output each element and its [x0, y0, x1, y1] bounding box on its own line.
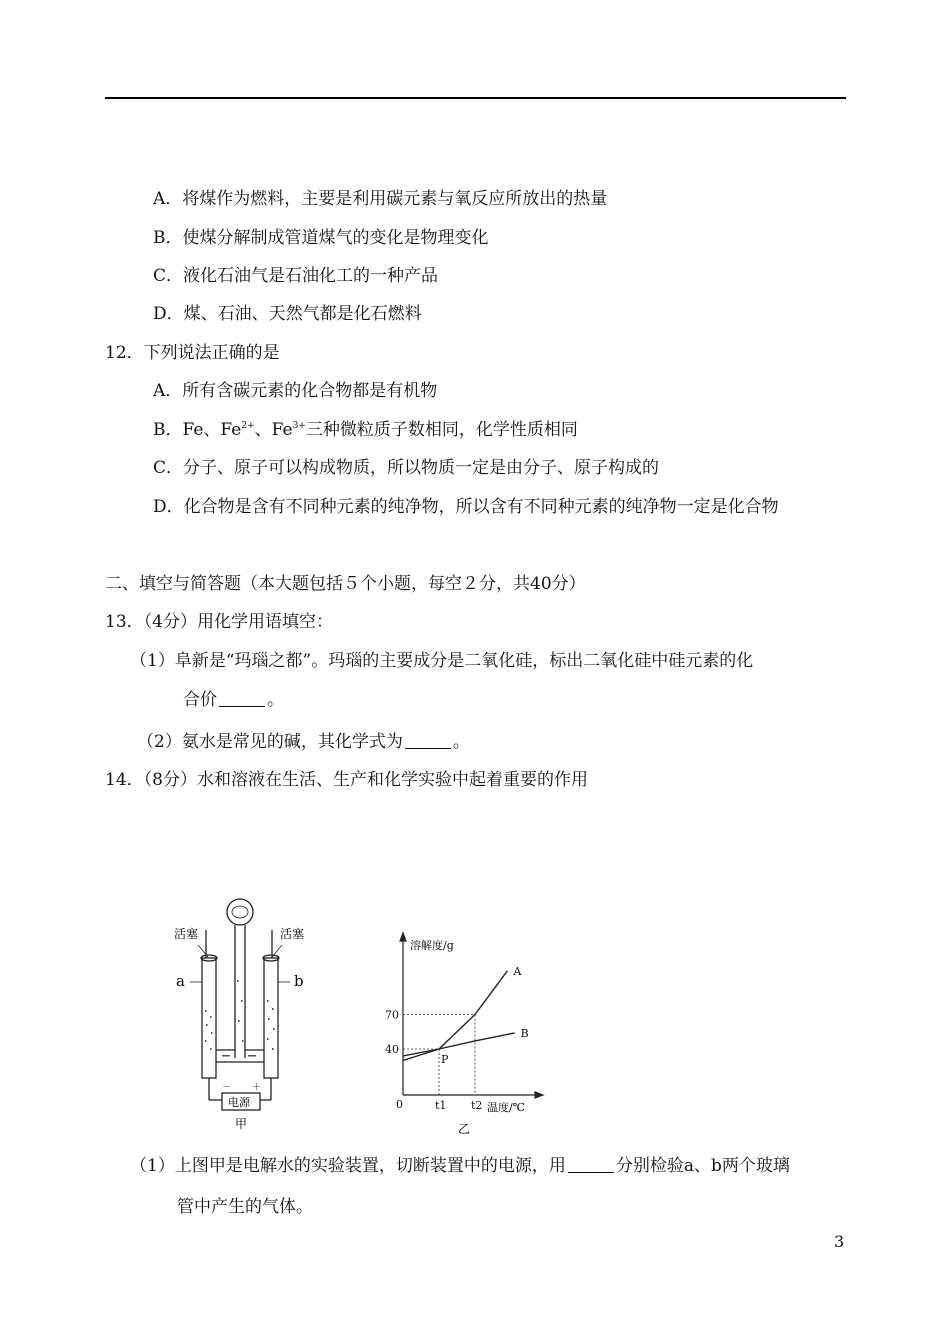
q14-part1-prefix: （1）上图甲是电解水的实验装置，切断装置中的电源，用 [130, 1156, 566, 1176]
answer-blank[interactable] [405, 732, 451, 749]
q12-option-a: A．所有含碳元素的化合物都是有机物 [153, 381, 438, 401]
positive-terminal: ＋ [252, 1083, 262, 1093]
q13-part1-prefix: 合价 [183, 690, 217, 710]
series-line-B [403, 1033, 515, 1056]
q13-part2 [137, 731, 470, 753]
page-number: 3 [834, 1232, 845, 1251]
q13-part2-suffix: 。 [452, 732, 470, 752]
header-rule [105, 97, 846, 99]
q13-stem: 13．（4分）用化学用语填空： [105, 612, 333, 632]
figure-yi-caption: 乙 [458, 1122, 471, 1135]
electrolysis-apparatus-diagram [160, 890, 320, 1135]
x-tick-t1: t1 [435, 1099, 447, 1112]
fe3-charge: 3+ [292, 421, 306, 431]
tube-label-a: a [176, 972, 185, 990]
valve-label-left: 活塞 [174, 927, 199, 941]
q13-part1-line1: （1）阜新是“玛瑙之都”。玛瑙的主要成分是二氧化硅，标出二氧化硅中硅元素的化 [130, 651, 754, 671]
q12-b-mid: 、Fe [254, 420, 293, 440]
solubility-chart [380, 925, 555, 1135]
q14-stem: 14．（8分）水和溶液在生活、生产和化学实验中起着重要的作用 [105, 770, 588, 790]
y-tick-70: 70 [385, 1008, 399, 1022]
valve-label-right: 活塞 [280, 927, 305, 941]
q12-option-d: D．化合物是含有不同种元素的纯净物，所以含有不同种元素的纯净物一定是化合物 [153, 497, 779, 517]
q14-part1-line1 [130, 1155, 790, 1177]
series-line-A [403, 971, 507, 1061]
tube-label-b: b [294, 972, 304, 990]
series-label-B: B [520, 1026, 529, 1040]
q13-part1-line2 [183, 689, 284, 711]
q11-option-d: D．煤、石油、天然气都是化石燃料 [153, 304, 422, 324]
y-axis-label: 溶解度/g [410, 939, 454, 952]
answer-blank[interactable] [219, 690, 265, 707]
q11-option-c: C．液化石油气是石油化工的一种产品 [153, 266, 439, 286]
intersection-label: P [441, 1053, 449, 1066]
origin-label: 0 [396, 1098, 403, 1111]
q14-part1-suffix: 分别检验a、b两个玻璃 [615, 1156, 790, 1176]
power-source-label: 电源 [228, 1096, 250, 1109]
q11-option-a: A．将煤作为燃料，主要是利用碳元素与氧反应所放出的热量 [153, 189, 608, 209]
x-axis-label: 温度/℃ [487, 1101, 526, 1114]
q14-part1-line2: 管中产生的气体。 [177, 1197, 313, 1217]
x-tick-t2: t2 [471, 1099, 483, 1112]
q12-b-prefix: B．Fe、Fe [153, 420, 242, 440]
q12-option-b [153, 419, 578, 441]
section-heading: 二、填空与简答题（本大题包括５个小题，每空２分，共40分） [105, 574, 586, 594]
negative-terminal: － [222, 1083, 232, 1093]
q12-option-c: C．分子、原子可以构成物质，所以物质一定是由分子、原子构成的 [153, 458, 660, 478]
figure-jia-caption: 甲 [235, 1117, 248, 1131]
q12-b-suffix: 三种微粒质子数相同，化学性质相同 [305, 420, 578, 440]
fe2-charge: 2+ [241, 421, 255, 431]
y-tick-40: 40 [385, 1043, 399, 1056]
q13-part1-suffix: 。 [267, 690, 284, 710]
answer-blank[interactable] [568, 1156, 614, 1173]
q11-option-b: B．使煤分解制成管道煤气的变化是物理变化 [153, 228, 489, 248]
q12-stem: 12．下列说法正确的是 [105, 343, 280, 363]
series-label-A: A [513, 964, 522, 978]
q13-part2-prefix: （2）氨水是常见的碱，其化学式为 [137, 732, 403, 752]
